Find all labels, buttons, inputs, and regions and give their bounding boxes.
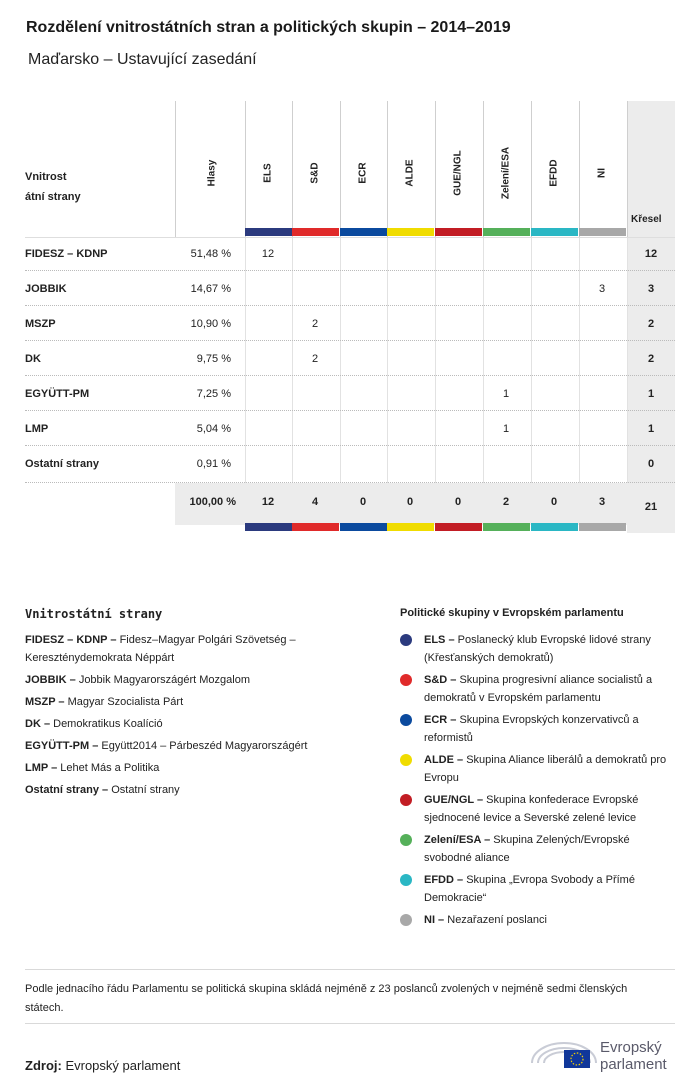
column-separator (245, 101, 246, 237)
group-color-bar (579, 228, 626, 236)
party-name: DK (25, 353, 41, 365)
header-rule (25, 237, 675, 238)
group-color-bar (435, 523, 482, 531)
party-seats: 1 (647, 388, 655, 400)
group-color-bar (245, 523, 292, 531)
divider (25, 1023, 675, 1024)
group-color-bar (340, 523, 387, 531)
party-votes: 7,25 % (196, 388, 231, 400)
group-column-header: ELS (262, 163, 274, 183)
seats-column-header: Křesel (631, 214, 662, 225)
group-column-header: GUE/NGL (452, 150, 464, 196)
total-cell: 3 (598, 496, 606, 508)
group-column-header: ECR (357, 162, 369, 184)
parties-legend-heading: Vnitrostátní strany (25, 607, 163, 621)
party-votes: 0,91 % (196, 458, 231, 470)
party-votes: 9,75 % (196, 353, 231, 365)
party-votes: 14,67 % (190, 283, 231, 295)
seat-cell: 1 (502, 423, 510, 435)
group-color-bar (531, 228, 578, 236)
party-votes: 5,04 % (196, 423, 231, 435)
parties-legend-item: JOBBIK – Jobbik Magyarországért Mozgalom (25, 674, 250, 686)
party-seats: 0 (647, 458, 655, 470)
grid-line (387, 238, 388, 483)
party-votes: 10,90 % (190, 318, 231, 330)
column-separator (387, 101, 388, 237)
groups-legend-item: ELS – Poslanecký klub Evropské lidové strany (Křesťanských demokratů) (424, 634, 651, 664)
column-separator (175, 101, 176, 237)
row-divider (25, 305, 675, 306)
row-divider (25, 270, 675, 271)
column-separator (531, 101, 532, 237)
groups-legend-heading: Politické skupiny v Evropském parlamentu (400, 607, 624, 619)
total-cell: 2 (502, 496, 510, 508)
page-title: Rozdělení vnitrostátních stran a politických skupin – 2014–2019 (26, 19, 511, 36)
logo-text: Evropský parlament (600, 1039, 667, 1073)
parties-column-header: Vnitrost átní strany (25, 171, 81, 203)
group-color-bar (387, 228, 434, 236)
total-cell: 0 (359, 496, 367, 508)
total-seats: 21 (644, 501, 658, 513)
column-separator (435, 101, 436, 237)
parties-legend-item: EGYÜTT-PM – Együtt2014 – Párbeszéd Magyarországért (25, 740, 308, 752)
total-cell: 0 (454, 496, 462, 508)
groups-legend-item: Zelení/ESA – Skupina Zelených/Evropské svobodné aliance (424, 834, 630, 864)
group-color-bar (292, 228, 339, 236)
party-name: MSZP (25, 318, 56, 330)
parties-legend-item: FIDESZ – KDNP – Fidesz–Magyar Polgári Szövetség – Kereszténydemokrata Néppárt (25, 634, 296, 664)
source-line: Zdroj: Evropský parlament (25, 1058, 181, 1073)
column-separator (340, 101, 341, 237)
group-color-bar (483, 523, 530, 531)
groups-legend-item: GUE/NGL – Skupina konfederace Evropské sjednocené levice a Severské zelené levice (424, 794, 639, 824)
party-votes: 51,48 % (190, 248, 231, 260)
party-name: LMP (25, 423, 49, 435)
groups-legend-item: ECR – Skupina Evropských konzervativců a reformistů (424, 714, 639, 744)
group-color-bar (435, 228, 482, 236)
group-color-dot (400, 874, 412, 886)
group-color-bar (387, 523, 434, 531)
groups-legend-item: NI – Nezařazení poslanci (424, 914, 547, 926)
party-seats: 2 (647, 353, 655, 365)
parties-legend-item: DK – Demokratikus Koalíció (25, 718, 163, 730)
group-color-dot (400, 914, 412, 926)
grid-line (435, 238, 436, 483)
group-column-header: Zelení/ESA (500, 146, 512, 200)
group-color-dot (400, 834, 412, 846)
group-color-dot (400, 794, 412, 806)
group-color-bar (292, 523, 339, 531)
group-color-dot (400, 754, 412, 766)
column-separator (483, 101, 484, 237)
grid-line (340, 238, 341, 483)
total-votes: 100,00 % (189, 496, 236, 508)
votes-column-header: Hlasy (206, 159, 218, 187)
row-divider (25, 445, 675, 446)
party-seats: 1 (647, 423, 655, 435)
party-seats: 12 (644, 248, 658, 260)
party-name: EGYÜTT-PM (25, 388, 90, 400)
seat-cell: 2 (311, 353, 319, 365)
group-column-header: ALDE (404, 159, 416, 187)
group-column-header: S&D (309, 162, 321, 184)
grid-line (579, 238, 580, 483)
row-divider (25, 340, 675, 341)
party-name: FIDESZ – KDNP (25, 248, 108, 260)
parties-legend-item: MSZP – Magyar Szocialista Párt (25, 696, 184, 708)
parties-legend-item: Ostatní strany – Ostatní strany (25, 784, 180, 796)
seat-cell: 1 (502, 388, 510, 400)
grid-line (245, 238, 246, 483)
group-column-header: NI (596, 168, 608, 178)
seat-cell: 3 (598, 283, 606, 295)
grid-line (531, 238, 532, 483)
grid-line (483, 238, 484, 483)
footnote: Podle jednacího řádu Parlamentu se politická skupina skládá nejméně z 23 poslanců zvolených v nejméně sedmi členských státech. (25, 983, 628, 1014)
group-color-dot (400, 674, 412, 686)
group-color-bar (483, 228, 530, 236)
party-seats: 2 (647, 318, 655, 330)
total-cell: 12 (261, 496, 275, 508)
page-subtitle: Maďarsko – Ustavující zasedání (28, 51, 257, 68)
total-cell: 0 (550, 496, 558, 508)
group-color-dot (400, 714, 412, 726)
total-cell: 0 (406, 496, 414, 508)
seat-cell: 2 (311, 318, 319, 330)
seat-cell: 12 (261, 248, 275, 260)
row-divider (25, 375, 675, 376)
group-color-dot (400, 634, 412, 646)
groups-legend-item: ALDE – Skupina Aliance liberálů a demokratů pro Evropu (424, 754, 667, 784)
row-divider (25, 410, 675, 411)
column-separator (579, 101, 580, 237)
row-divider (25, 482, 675, 483)
groups-legend-item: EFDD – Skupina „Evropa Svobody a Přímé Demokracie“ (424, 874, 635, 904)
divider (25, 969, 675, 970)
party-name: Ostatní strany (25, 458, 99, 470)
column-separator (292, 101, 293, 237)
column-separator (627, 101, 628, 237)
parties-legend-item: LMP – Lehet Más a Politika (25, 762, 160, 774)
party-name: JOBBIK (25, 283, 67, 295)
group-color-bar (245, 228, 292, 236)
group-column-header: EFDD (548, 159, 560, 187)
group-color-bar (531, 523, 578, 531)
group-color-bar (579, 523, 626, 531)
group-color-bar (340, 228, 387, 236)
total-cell: 4 (311, 496, 319, 508)
party-seats: 3 (647, 283, 655, 295)
groups-legend-item: S&D – Skupina progresivní aliance socialistů a demokratů v Evropském parlamentu (424, 674, 653, 704)
